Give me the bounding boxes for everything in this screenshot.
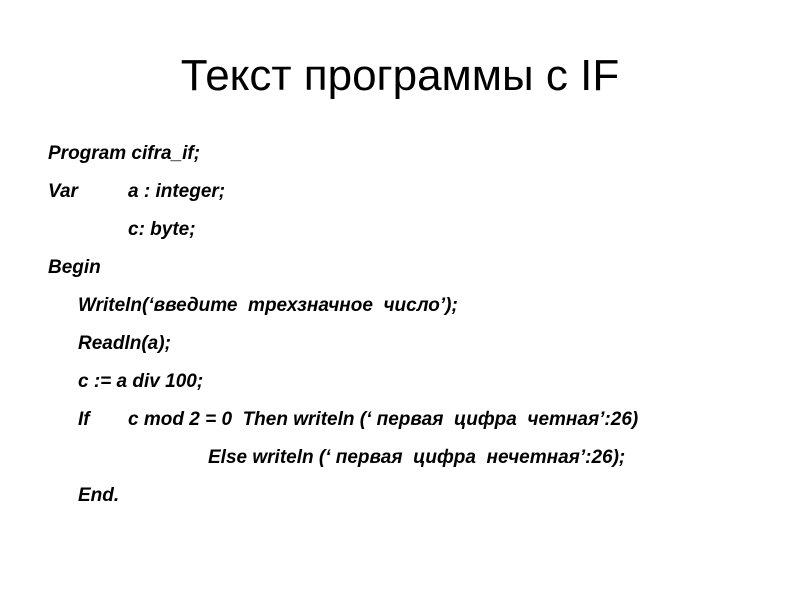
code-line-writeln: Writeln(‘введите трехзначное число’); <box>78 295 458 316</box>
code-line-if-condition: c mod 2 = 0 Then writeln (‘ первая цифра четная’:26) <box>128 409 639 430</box>
code-keyword-var: Var <box>48 181 78 202</box>
code-line-end: End. <box>78 485 120 506</box>
code-line-begin: Begin <box>48 257 101 278</box>
code-line-var-c: c: byte; <box>128 219 196 240</box>
slide-title: Текст программы с IF <box>180 51 620 100</box>
code-line-readln: Readln(a); <box>78 333 171 354</box>
code-line-var-a: a : integer; <box>128 181 226 202</box>
code-line-assign: c := a div 100; <box>78 371 204 392</box>
code-line-else: Else writeln (‘ первая цифра нечетная’:26); <box>208 447 626 468</box>
code-keyword-if: If <box>78 409 90 430</box>
code-line-program: Program cifra_if; <box>48 143 201 164</box>
